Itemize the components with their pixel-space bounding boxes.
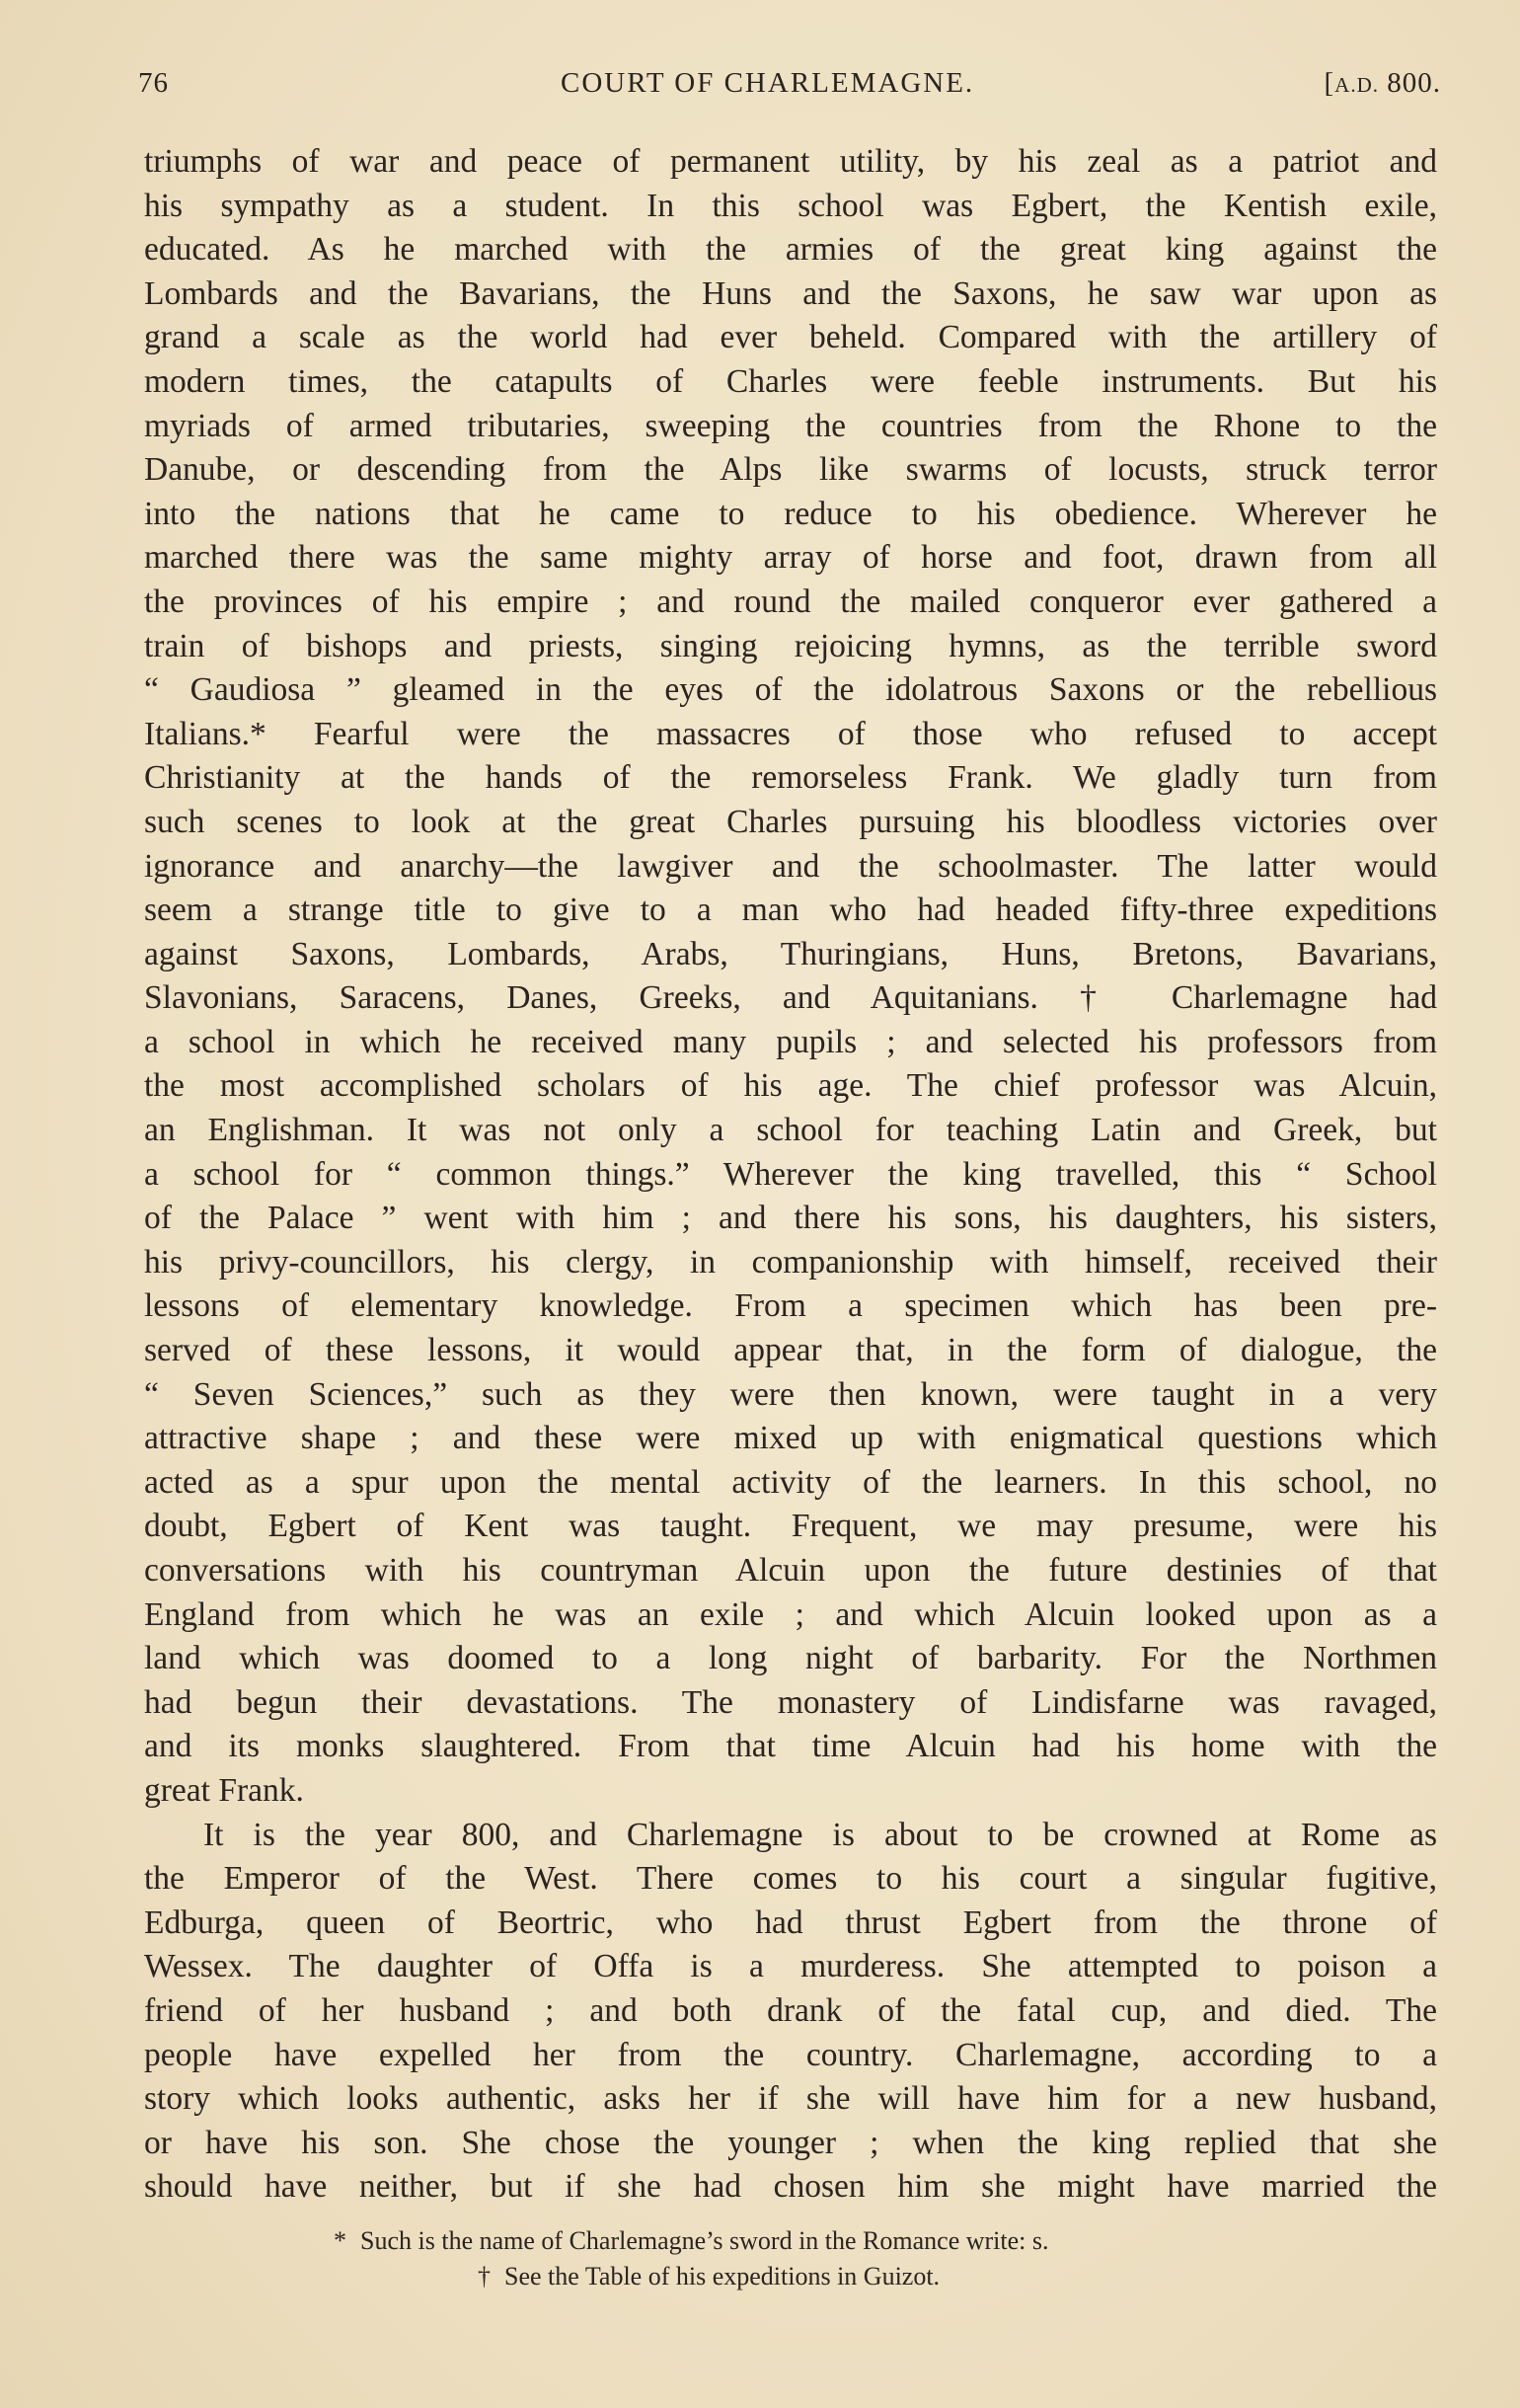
text-line: such scenes to look at the great Charles pursuing his bloodless victories over	[144, 803, 1437, 840]
running-header	[138, 67, 1441, 117]
text-line: his sympathy as a student. In this school was Egbert, the Kentish exile,	[144, 187, 1437, 224]
text-line: land which was doomed to a long night of barbarity. For the Northmen	[144, 1640, 1437, 1677]
text-line: Edburga, queen of Beortric, who had thrust Egbert from the throne of	[144, 1903, 1437, 1941]
text-line: Italians.* Fearful were the massacres of those who refused to accept	[144, 715, 1437, 752]
text-line: attractive shape ; and these were mixed up with enigmatical questions which	[144, 1420, 1437, 1457]
footnote-mark: †	[478, 2262, 491, 2291]
text-line: his privy-councillors, his clergy, in companionship with himself, received their	[144, 1243, 1437, 1281]
footnotes	[144, 2223, 1437, 2294]
text-line: against Saxons, Lombards, Arabs, Thuringians, Huns, Bretons, Bavarians,	[144, 935, 1437, 972]
text-line: had begun their devastations. The monastery of Lindisfarne was ravaged,	[144, 1683, 1437, 1721]
text-line: great Frank.	[144, 1771, 304, 1809]
text-line: friend of her husband ; and both drank of the fatal cup, and died. The	[144, 1991, 1437, 2029]
text-line: people have expelled her from the country. Charlemagne, according to a	[144, 2036, 1437, 2073]
text-line: a school for “ common things.” Wherever the king travelled, this “ School	[144, 1155, 1437, 1193]
footnote-mark: *	[334, 2226, 346, 2255]
text-line: lessons of elementary knowledge. From a specimen which has been pre-	[144, 1287, 1437, 1325]
text-line: marched there was the same mighty array of horse and foot, drawn from all	[144, 539, 1437, 577]
body-text	[144, 140, 1437, 2210]
text-line: “ Gaudiosa ” gleamed in the eyes of the idolatrous Saxons or the rebellious	[144, 671, 1437, 709]
text-line: the most accomplished scholars of his age. The chief professor was Alcuin,	[144, 1067, 1437, 1105]
date-year: 800.	[1379, 67, 1441, 99]
text-line: Slavonians, Saracens, Danes, Greeks, and Aquitanians. † Charlemagne had	[144, 979, 1437, 1017]
date-bracket: [	[1324, 67, 1335, 99]
text-line: should have neither, but if she had chosen him she might have married the	[144, 2168, 1437, 2206]
text-line: myriads of armed tributaries, sweeping the countries from the Rhone to the	[144, 407, 1437, 444]
text-line: conversations with his countryman Alcuin upon the future destinies of that	[144, 1552, 1437, 1589]
text-line: modern times, the catapults of Charles were feeble instruments. But his	[144, 362, 1437, 400]
text-line: England from which he was an exile ; and which Alcuin looked upon as a	[144, 1595, 1437, 1633]
text-line: the provinces of his empire ; and round the mailed conqueror ever gathered a	[144, 583, 1437, 620]
text-line: “ Seven Sciences,” such as they were then known, were taught in a very	[144, 1375, 1437, 1413]
text-line: grand a scale as the world had ever beheld. Compared with the artillery of	[144, 319, 1437, 356]
footnote	[144, 2223, 1437, 2259]
text-line: or have his son. She chose the younger ; when the king replied that she	[144, 2124, 1437, 2161]
text-line: a school in which he received many pupils ; and selected his professors from	[144, 1023, 1437, 1060]
text-line: of the Palace ” went with him ; and there his sons, his daughters, his sisters,	[144, 1200, 1437, 1237]
text-line: served of these lessons, it would appear that, in the form of dialogue, the	[144, 1332, 1437, 1369]
text-line: doubt, Egbert of Kent was taught. Frequent, we may presume, were his	[144, 1508, 1437, 1545]
text-line: Wessex. The daughter of Offa is a murderess. She attempted to poison a	[144, 1948, 1437, 1985]
text-line: and its monks slaughtered. From that time Alcuin had his home with the	[144, 1728, 1437, 1765]
text-line: educated. As he marched with the armies of the great king against the	[144, 231, 1437, 269]
text-line: It is the year 800, and Charlemagne is about to be crowned at Rome as	[203, 1816, 1437, 1853]
text-line: an Englishman. It was not only a school for teaching Latin and Greek, but	[144, 1112, 1437, 1149]
running-title: COURT OF CHARLEMAGNE.	[561, 67, 975, 99]
text-line: into the nations that he came to reduce to his obedience. Wherever he	[144, 495, 1437, 532]
date-era: A.D.	[1334, 73, 1379, 97]
text-line: ignorance and anarchy—the lawgiver and the schoolmaster. The latter would	[144, 847, 1437, 885]
text-line: Christianity at the hands of the remorseless Frank. We gladly turn from	[144, 759, 1437, 797]
text-line: Lombards and the Bavarians, the Huns and the Saxons, he saw war upon as	[144, 274, 1437, 312]
text-line: story which looks authentic, asks her if she will have him for a new husband,	[144, 2080, 1437, 2118]
text-line: Danube, or descending from the Alps like swarms of locusts, struck terror	[144, 451, 1437, 489]
text-line: triumphs of war and peace of permanent utility, by his zeal as a patriot and	[144, 143, 1437, 180]
header-date	[1324, 67, 1441, 100]
text-line: seem a strange title to give to a man who had headed fifty-three expeditions	[144, 892, 1437, 929]
text-line: train of bishops and priests, singing rejoicing hymns, as the terrible sword	[144, 627, 1437, 664]
text-line: acted as a spur upon the mental activity of the learners. In this school, no	[144, 1463, 1437, 1501]
text-line: the Emperor of the West. There comes to his court a singular fugitive,	[144, 1860, 1437, 1898]
footnote-text: See the Table of his expeditions in Guizot.	[504, 2262, 941, 2291]
page-number: 76	[138, 67, 169, 99]
footnote	[144, 2259, 1437, 2294]
footnote-text: Such is the name of Charlemagne’s sword in the Romance write: s.	[360, 2226, 1049, 2255]
